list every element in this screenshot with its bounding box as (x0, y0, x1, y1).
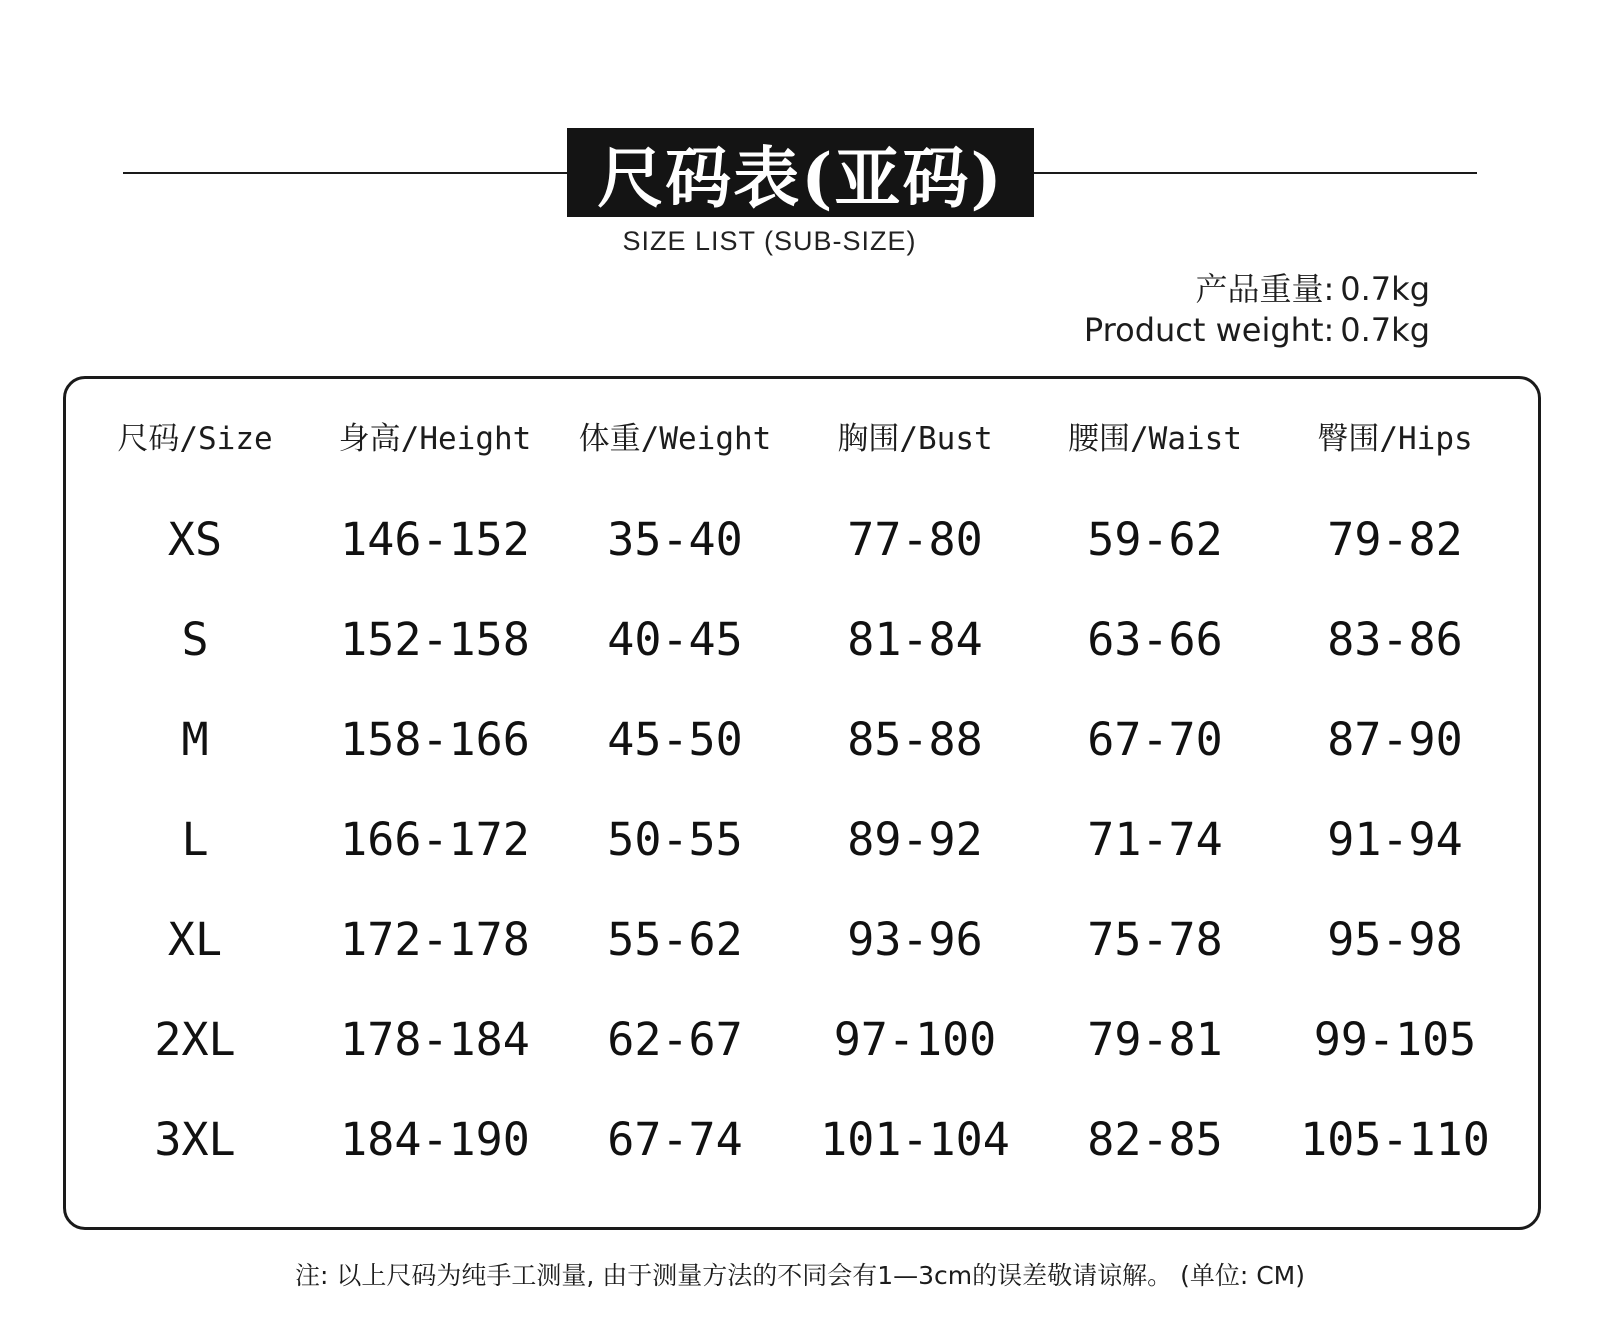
header-bust: 胸围/Bust (837, 420, 993, 457)
header-height: 身高/Height (338, 420, 532, 457)
cell-size: L (181, 812, 209, 866)
table-row-2xl (63, 994, 1541, 1084)
size-table-header (63, 390, 1541, 480)
header-weight: 体重/Weight (578, 420, 772, 457)
cell-waist: 67-70 (1087, 712, 1223, 766)
cell-waist: 82-85 (1087, 1112, 1223, 1166)
cell-size: 2XL (154, 1012, 236, 1066)
cell-weight: 50-55 (607, 812, 743, 866)
table-row-xl (63, 894, 1541, 984)
product-weight-cn-value: 0.7kg (1340, 270, 1430, 308)
cell-height: 146-152 (340, 512, 530, 566)
cell-waist: 71-74 (1087, 812, 1223, 866)
table-row-m (63, 694, 1541, 784)
cell-size: S (181, 612, 209, 666)
cell-waist: 59-62 (1087, 512, 1223, 566)
cell-waist: 63-66 (1087, 612, 1223, 666)
cell-bust: 93-96 (847, 912, 983, 966)
cell-bust: 101-104 (820, 1112, 1010, 1166)
cell-waist: 75-78 (1087, 912, 1223, 966)
header-waist: 腰围/Waist (1068, 420, 1242, 457)
cell-height: 166-172 (340, 812, 530, 866)
cell-weight: 45-50 (607, 712, 743, 766)
page-title-text: 尺码表(亚码) (597, 139, 1004, 217)
table-row-xs (63, 494, 1541, 584)
header-size: 尺码/Size (117, 420, 273, 457)
cell-hips: 79-82 (1327, 512, 1463, 566)
measurement-note: 注: 以上尺码为纯手工测量, 由于测量方法的不同会有1—3cm的误差敬请谅解。 (单位: CM) (294, 1261, 1306, 1290)
table-row-3xl (63, 1094, 1541, 1184)
cell-weight: 40-45 (607, 612, 743, 666)
product-weight-cn (1195, 264, 1430, 310)
product-weight-en-label: Product weight: (1083, 311, 1335, 349)
table-row-l (63, 794, 1541, 884)
cell-size: 3XL (154, 1112, 236, 1166)
header-hips: 臀围/Hips (1317, 420, 1473, 457)
cell-bust: 97-100 (833, 1012, 997, 1066)
cell-weight: 55-62 (607, 912, 743, 966)
page-title (567, 128, 1034, 217)
product-weight-cn-label: 产品重量: (1195, 270, 1335, 308)
cell-height: 152-158 (340, 612, 530, 666)
cell-hips: 83-86 (1327, 612, 1463, 666)
cell-hips: 105-110 (1300, 1112, 1490, 1166)
cell-height: 178-184 (340, 1012, 530, 1066)
cell-hips: 87-90 (1327, 712, 1463, 766)
cell-bust: 89-92 (847, 812, 983, 866)
cell-hips: 95-98 (1327, 912, 1463, 966)
cell-size: XS (167, 512, 223, 566)
cell-height: 172-178 (340, 912, 530, 966)
cell-height: 184-190 (340, 1112, 530, 1166)
cell-hips: 99-105 (1313, 1012, 1477, 1066)
cell-weight: 67-74 (607, 1112, 743, 1166)
cell-bust: 85-88 (847, 712, 983, 766)
cell-size: M (181, 712, 209, 766)
title-rule-right (1034, 172, 1477, 174)
cell-bust: 77-80 (847, 512, 983, 566)
table-row-s (63, 594, 1541, 684)
title-rule-left (123, 172, 567, 174)
page-subtitle: SIZE LIST (SUB-SIZE) (622, 226, 917, 256)
cell-bust: 81-84 (847, 612, 983, 666)
product-weight-en (1084, 311, 1430, 349)
cell-height: 158-166 (340, 712, 530, 766)
product-weight-en-value: 0.7kg (1340, 311, 1430, 349)
cell-size: XL (167, 912, 223, 966)
cell-weight: 35-40 (607, 512, 743, 566)
cell-waist: 79-81 (1087, 1012, 1223, 1066)
cell-weight: 62-67 (607, 1012, 743, 1066)
cell-hips: 91-94 (1327, 812, 1463, 866)
